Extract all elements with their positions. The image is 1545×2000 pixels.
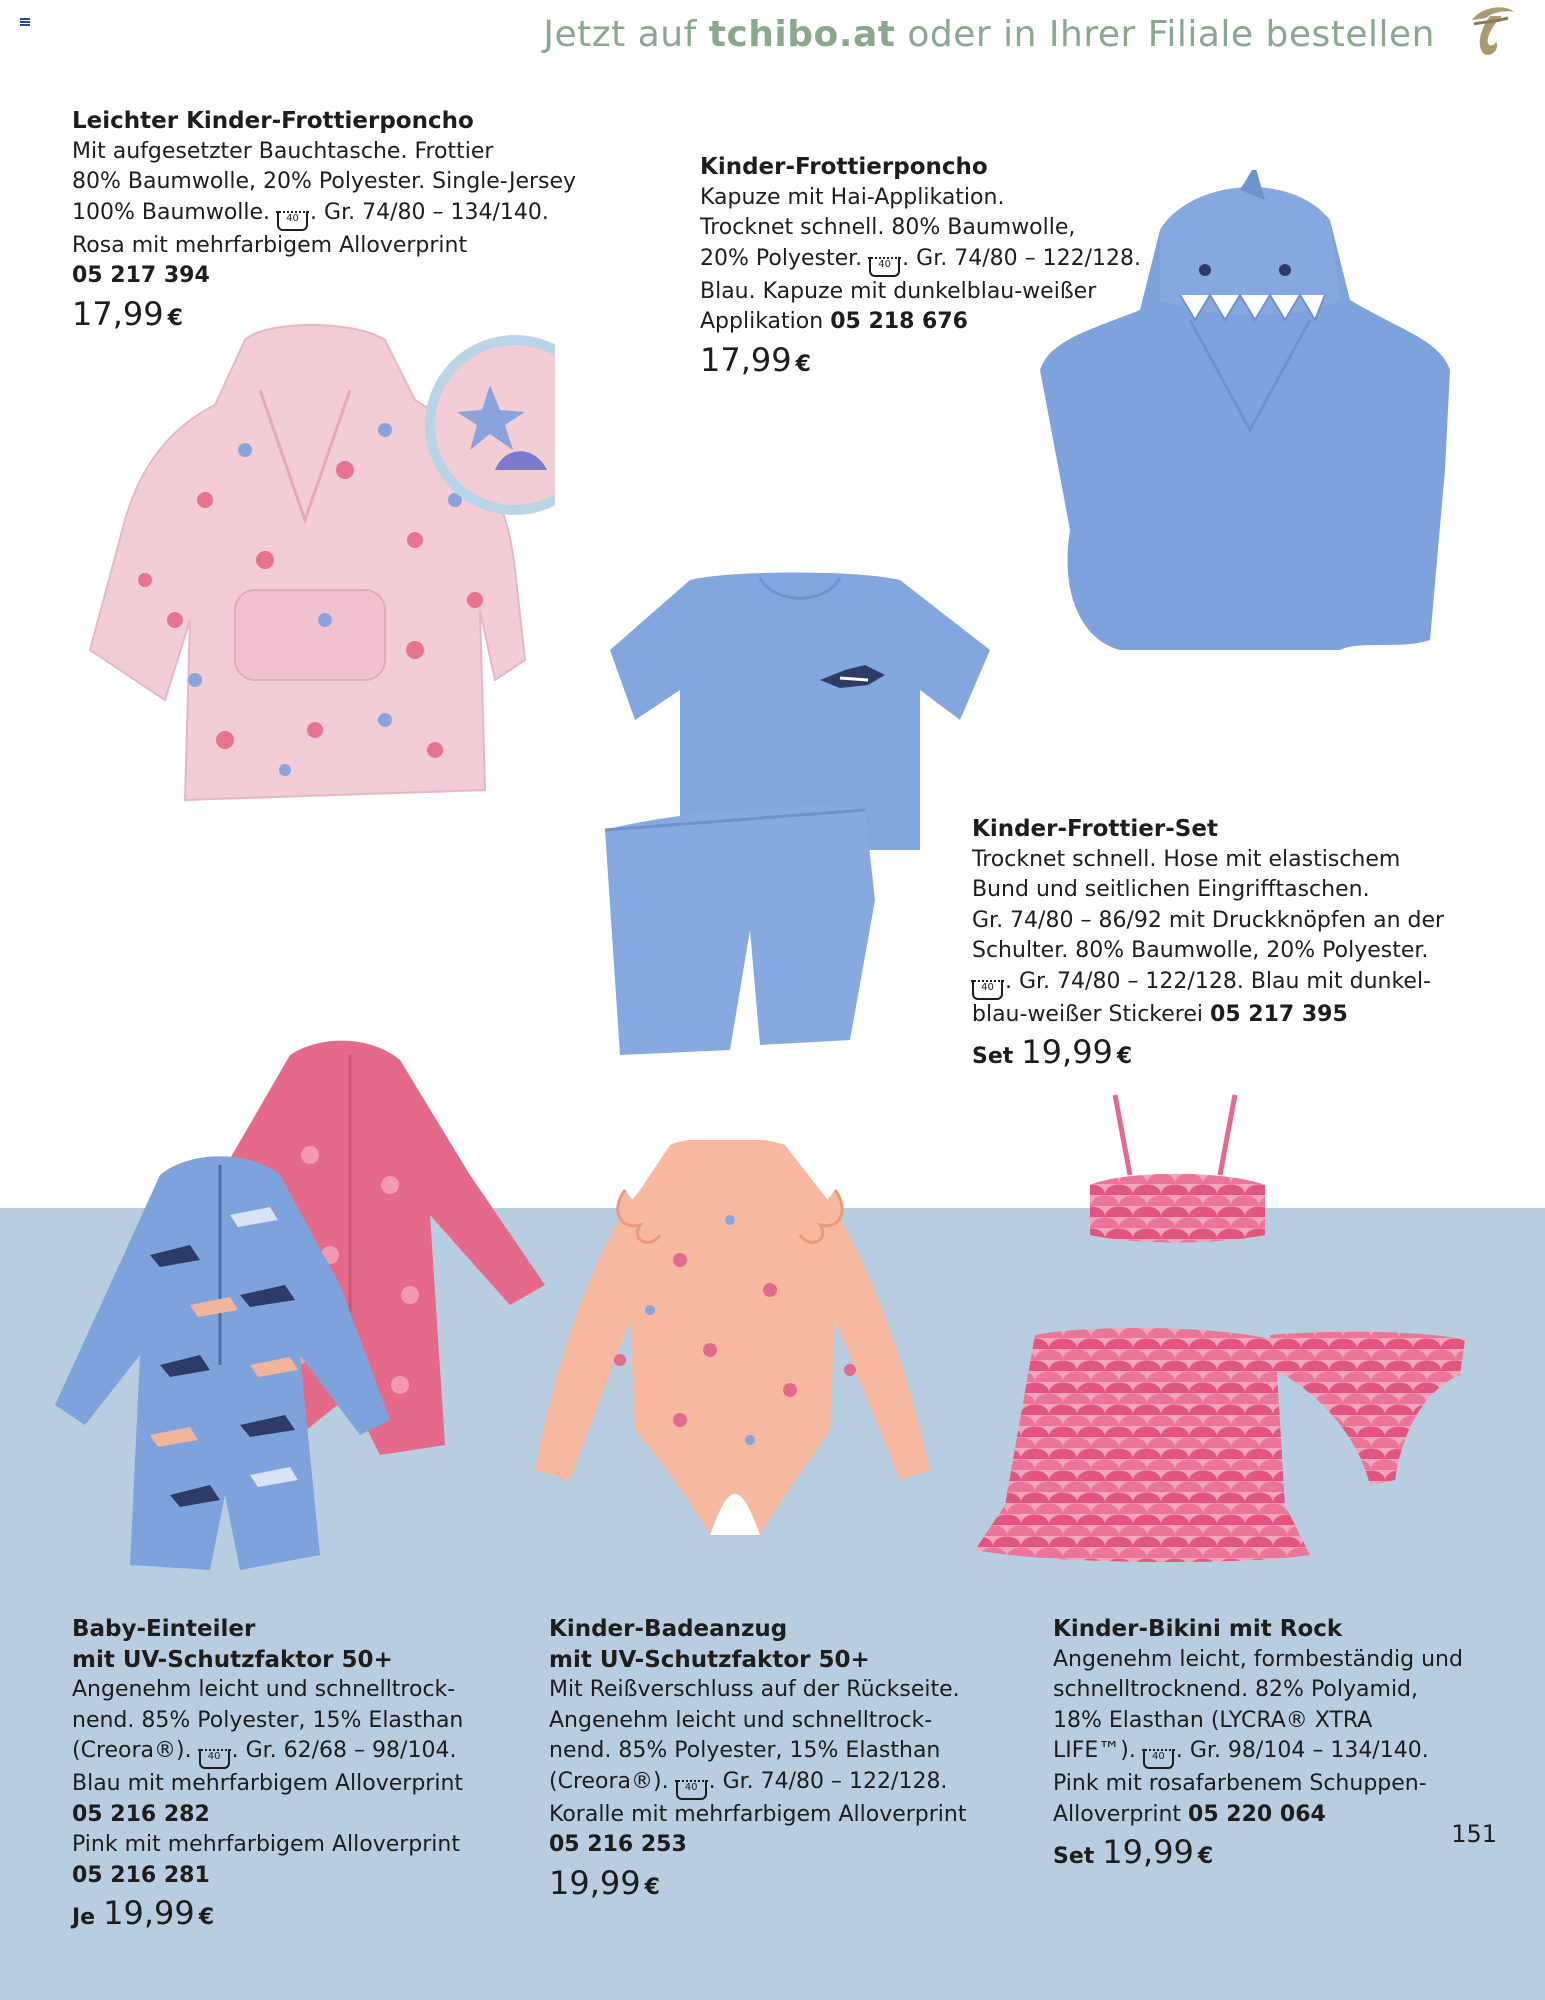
article-number: 05 216 281 (72, 1862, 210, 1888)
product-description-line: Trocknet schnell. 80% Baumwolle, (700, 215, 1076, 240)
product-swimsuit (549, 1614, 1009, 1908)
product-title: Kinder-Badeanzug (549, 1616, 788, 1642)
product-description-line: Angenehm leicht, formbeständig und (1053, 1646, 1463, 1672)
menu-icon[interactable] (20, 18, 30, 26)
product-description-line: (Creora®). 40 . Gr. 74/80 – 122/128. (549, 1767, 1009, 1800)
coral-swimsuit-image (530, 1140, 940, 1540)
product-price: 19,99 € (549, 1863, 660, 1902)
product-description-line: Kapuze mit Hai-Applikation. (700, 184, 1005, 210)
product-color-line: Blau. Kapuze mit dunkelblau-weißer (700, 278, 1097, 304)
product-description-line: Trocknet schnell. Hose mit elastischem (972, 846, 1401, 872)
product-description-line: LIFE™). 40 . Gr. 98/104 – 134/140. (1053, 1736, 1513, 1769)
product-title: Leichter Kinder-Frottierponcho (72, 108, 474, 134)
product-light-poncho (72, 106, 577, 339)
product-color-line: Applikation 05 218 676 (700, 309, 968, 334)
product-title: Kinder-Frottierponcho (700, 154, 988, 180)
product-color-line: Rosa mit mehrfarbigem Alloverprint (72, 232, 468, 258)
product-price: 17,99 € (72, 294, 183, 333)
product-color-line: Blau mit mehrfarbigem Alloverprint (72, 1771, 464, 1796)
article-number: 05 218 676 (830, 309, 968, 334)
product-description-line: 18% Elasthan (LYCRA® XTRA (1053, 1707, 1373, 1733)
product-frottier-set (972, 814, 1492, 1077)
product-description-line: nend. 85% Polyester, 15% Elasthan (549, 1738, 941, 1763)
wash-40-icon: 40 (676, 1780, 707, 1800)
article-number: 05 216 282 (72, 1801, 210, 1827)
baby-onesie-image (50, 1035, 560, 1575)
product-description-line: 40 . Gr. 74/80 – 122/128. Blau mit dunkel- (972, 967, 1492, 1000)
product-description-line: Bund und seitlichen Eingrifftaschen. (972, 877, 1370, 902)
page-number: 151 (1451, 1820, 1497, 1848)
product-color-line: Koralle mit mehrfarbigem Alloverprint (549, 1801, 967, 1827)
product-description-line: 20% Polyester. 40 . Gr. 74/80 – 122/128. (700, 244, 1150, 277)
product-color-line: Pink mit rosafarbenem Schuppen- (1053, 1771, 1427, 1796)
product-shark-poncho (700, 152, 1150, 385)
wash-40-icon: 40 (277, 211, 308, 231)
wash-40-icon: 40 (869, 257, 900, 277)
wash-40-icon: 40 (199, 1749, 230, 1769)
product-color-line: Alloverprint 05 220 064 (1053, 1801, 1326, 1827)
product-baby-onesie (72, 1614, 532, 1938)
product-bikini (1053, 1614, 1513, 1877)
product-description-line: Mit Reißverschluss auf der Rückseite. (549, 1677, 960, 1702)
product-description-line: Gr. 74/80 – 86/92 mit Druckknöpfen an der (972, 907, 1445, 933)
article-number: 05 220 064 (1188, 1801, 1326, 1827)
product-price: Set 19,99 € (972, 1033, 1133, 1071)
product-description-line: (Creora®). 40 . Gr. 62/68 – 98/104. (72, 1736, 532, 1769)
blue-frottier-set-image (600, 570, 1000, 1060)
wash-40-icon: 40 (1143, 1749, 1174, 1769)
product-title: Kinder-Frottier-Set (972, 816, 1218, 842)
product-subtitle: mit UV-Schutzfaktor 50+ (72, 1646, 393, 1673)
product-price: 17,99 € (700, 340, 811, 379)
article-number: 05 217 394 (72, 263, 210, 288)
product-title: Kinder-Bikini mit Rock (1053, 1616, 1343, 1642)
product-title: Baby-Einteiler (72, 1616, 256, 1642)
product-description-line: nend. 85% Polyester, 15% Elasthan (72, 1707, 464, 1733)
header-tagline: Jetzt auf tchibo.at oder in Ihrer Filiale bestellen (543, 14, 1435, 55)
pink-poncho-image (85, 320, 555, 810)
product-description-line: schnelltrocknend. 82% Polyamid, (1053, 1677, 1419, 1702)
article-number: 05 217 395 (1210, 1001, 1348, 1027)
product-description-line: Angenehm leicht und schnelltrock- (549, 1707, 933, 1733)
article-number: 05 216 253 (549, 1832, 687, 1857)
product-description-line: Angenehm leicht und schnelltrock- (72, 1677, 456, 1702)
header-site-link[interactable]: tchibo.at (708, 14, 896, 55)
tchibo-logo-icon (1462, 2, 1520, 60)
product-description-line: Schulter. 80% Baumwolle, 20% Polyester. (972, 938, 1429, 963)
product-subtitle: mit UV-Schutzfaktor 50+ (549, 1646, 870, 1673)
product-description-line: Mit aufgesetzter Bauchtasche. Frottier (72, 138, 494, 164)
pink-bikini-image (965, 1085, 1475, 1570)
product-description-line: 80% Baumwolle, 20% Polyester. Single-Jersey (72, 169, 577, 194)
product-description-line: 100% Baumwolle. 40 . Gr. 74/80 – 134/140. (72, 198, 572, 231)
wash-40-icon: 40 (972, 980, 1003, 1000)
product-color-line: blau-weißer Stickerei 05 217 395 (972, 1001, 1348, 1027)
product-price: Je 19,99 € (72, 1894, 215, 1932)
product-price: Set 19,99 € (1053, 1833, 1214, 1871)
product-color-line: Pink mit mehrfarbigem Alloverprint (72, 1832, 460, 1857)
